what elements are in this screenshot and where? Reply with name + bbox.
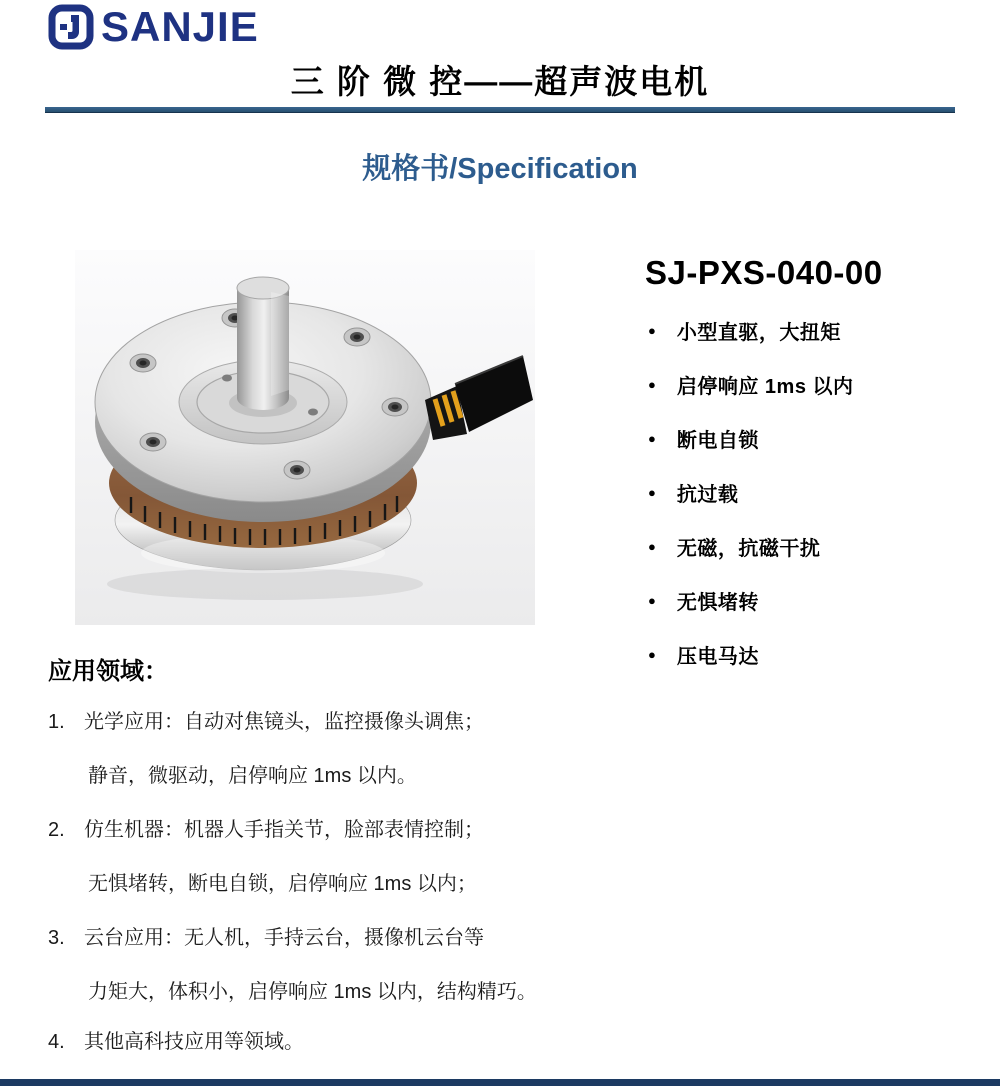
list-item-continuation <box>48 762 417 790</box>
list-number: 1. <box>48 711 65 733</box>
feature-item <box>648 532 820 561</box>
sanjie-logo-icon <box>48 4 94 50</box>
product-model: SJ-PXS-040-00 <box>645 254 883 291</box>
applications-heading: 应用领域： <box>48 658 168 685</box>
ultrasonic-motor-illustration <box>75 250 535 625</box>
feature-item <box>648 640 759 669</box>
list-text: 力矩大，体积小，启停响应 1ms 以内，结构精巧。 <box>88 981 537 1003</box>
header-divider <box>45 107 955 113</box>
feature-label: 启停响应 1ms 以内 <box>676 376 854 398</box>
bullet-icon: ● <box>648 539 656 554</box>
bullet-icon: ● <box>648 485 656 500</box>
feature-label: 压电马达 <box>676 646 759 668</box>
feature-item <box>648 370 854 399</box>
bullet-icon: ● <box>648 431 656 446</box>
product-photo <box>75 250 535 625</box>
bullet-icon: ● <box>648 323 656 338</box>
list-item-continuation <box>48 870 477 898</box>
feature-item <box>648 316 841 345</box>
feature-label: 断电自锁 <box>676 430 759 452</box>
list-text: 静音，微驱动，启停响应 1ms 以内。 <box>88 765 417 787</box>
feature-item <box>648 424 759 453</box>
company-logo <box>48 4 259 50</box>
list-item <box>48 708 484 736</box>
list-item <box>48 816 484 844</box>
bullet-icon: ● <box>648 647 656 662</box>
list-text: 仿生机器：机器人手指关节，脸部表情控制； <box>84 819 484 841</box>
feature-item <box>648 586 759 615</box>
list-number: 4. <box>48 1031 65 1053</box>
list-item <box>48 924 484 952</box>
feature-label: 小型直驱，大扭矩 <box>676 322 841 344</box>
bullet-icon: ● <box>648 593 656 608</box>
feature-label: 抗过载 <box>676 484 739 506</box>
feature-item <box>648 478 738 507</box>
feature-label: 无惧堵转 <box>676 592 759 614</box>
list-text: 无惧堵转，断电自锁，启停响应 1ms 以内； <box>88 873 477 895</box>
list-text: 云台应用：无人机，手持云台，摄像机云台等 <box>84 927 484 949</box>
bullet-icon: ● <box>648 377 656 392</box>
logo-text: SANJIE <box>101 3 259 50</box>
list-text: 其他高科技应用等领域。 <box>84 1031 304 1053</box>
footer-band <box>0 1079 1000 1086</box>
feature-label: 无磁，抗磁干扰 <box>676 538 821 560</box>
spec-subtitle: 规格书/Specification <box>362 153 638 185</box>
page-title: 三 阶 微 控——超声波电机 <box>290 63 710 100</box>
list-item <box>48 1028 304 1056</box>
list-text: 光学应用：自动对焦镜头，监控摄像头调焦； <box>84 711 484 733</box>
list-item-continuation <box>48 978 537 1006</box>
list-number: 2. <box>48 819 65 841</box>
list-number: 3. <box>48 927 65 949</box>
